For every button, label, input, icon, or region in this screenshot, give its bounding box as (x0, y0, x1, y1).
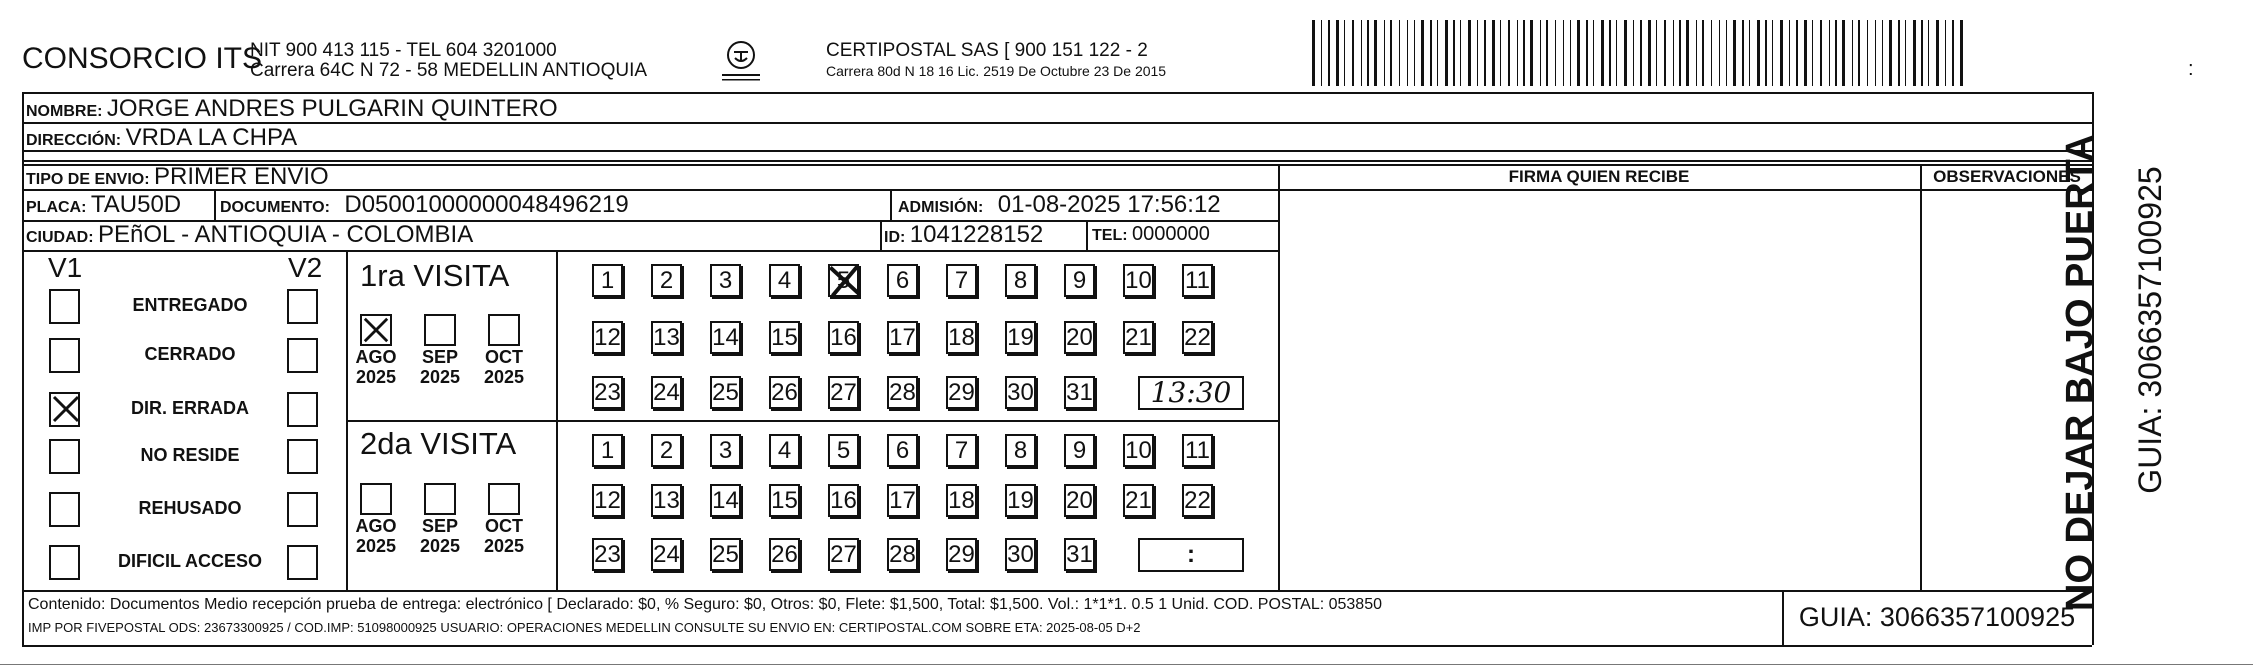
v2-label: V2 (288, 252, 323, 283)
day-box[interactable]: 20 (1064, 321, 1095, 354)
name-row (26, 95, 558, 123)
v2-checkbox[interactable] (287, 289, 318, 324)
day-box[interactable]: 25 (710, 376, 741, 409)
day-box[interactable]: 18 (946, 321, 977, 354)
barcode (1312, 20, 1968, 86)
month-label (477, 347, 531, 387)
day-box[interactable]: 11 (1182, 434, 1213, 467)
v2-checkbox[interactable] (287, 545, 318, 580)
corner-mark: : (2188, 58, 2194, 80)
day-box[interactable]: 1 (592, 264, 623, 297)
footer-content: Contenido: Documentos Medio recepción prueba de entrega: electrónico [ Declarado: $0, % Seguro: $0, Otros: $0, Flete: $1,500, Total: $1,500. Vol.: 1*1*1. 0.5 1 Unid. COD. POSTAL: 053850 (28, 596, 1382, 613)
city-value: PEñOL - ANTIOQUIA - COLOMBIA (98, 221, 474, 248)
document-row (220, 191, 629, 219)
footer-imp: IMP POR FIVEPOSTAL ODS: 23673300925 / COD.IMP: 51098000925 USUARIO: OPERACIONES MEDELLIN CONSULTE SU ENVIO EN: CERTIPOSTAL.COM SOBRE ETA: 2025-08-05 D+2 (28, 620, 1141, 635)
status-label: ENTREGADO (132, 295, 248, 315)
day-box[interactable]: 7 (946, 264, 977, 297)
day-box[interactable]: 6 (887, 434, 918, 467)
day-box[interactable]: 4 (769, 264, 800, 297)
document-value: D05001000000048496219 (344, 191, 629, 218)
status-label: DIFICIL ACCESO (117, 551, 262, 571)
day-box[interactable]: 10 (1123, 434, 1154, 467)
day-box[interactable]: 31 (1064, 376, 1095, 409)
v1-checkbox[interactable] (49, 392, 80, 427)
tel-value: 0000000 (1132, 223, 1210, 245)
day-box[interactable]: 29 (946, 376, 977, 409)
month-checkbox[interactable] (360, 314, 392, 346)
day-box[interactable]: 23 (592, 376, 623, 409)
day-box[interactable]: 10 (1123, 264, 1154, 297)
admission-label: ADMISIÓN: (898, 199, 984, 216)
city-label: CIUDAD: (26, 229, 94, 246)
day-box[interactable]: 28 (887, 538, 918, 571)
x-mark-icon (828, 264, 862, 298)
plate-row (26, 191, 181, 219)
day-box[interactable]: 19 (1005, 484, 1036, 517)
day-box[interactable]: 16 (828, 321, 859, 354)
day-box[interactable]: 26 (769, 538, 800, 571)
carrier-name: CERTIPOSTAL SAS [ 900 151 122 - 2 (826, 40, 1148, 61)
no-dejar-warning: NO DEJAR BAJO PUERTA (2059, 134, 2101, 611)
status-label: REHUSADO (138, 498, 242, 518)
document-label: DOCUMENTO: (220, 199, 330, 216)
month-checkbox[interactable] (424, 314, 456, 346)
day-box[interactable]: 3 (710, 434, 741, 467)
month-year: 2025 (483, 536, 525, 556)
x-mark-icon (51, 394, 81, 424)
month-name: OCT (485, 347, 523, 367)
day-box[interactable]: 24 (651, 538, 682, 571)
day-box[interactable]: 12 (592, 321, 623, 354)
visit2-title: 2da VISITA (360, 426, 517, 461)
day-box[interactable]: 4 (769, 434, 800, 467)
day-box[interactable]: 14 (710, 321, 741, 354)
month-checkbox[interactable] (424, 483, 456, 515)
day-box[interactable]: 1 (592, 434, 623, 467)
visit1-time: 13:30 (1150, 376, 1232, 409)
id-value: 1041228152 (909, 221, 1044, 248)
day-box[interactable]: 18 (946, 484, 977, 517)
side-guia: GUIA: 3066357100925 (2132, 166, 2168, 494)
id-label: ID: (884, 229, 906, 246)
month-name: SEP (421, 347, 459, 367)
v1-checkbox[interactable] (49, 545, 80, 580)
day-box[interactable]: 5 (828, 264, 859, 297)
v2-checkbox[interactable] (287, 392, 318, 427)
company-name: CONSORCIO ITS (22, 42, 263, 75)
day-box[interactable]: 19 (1005, 321, 1036, 354)
day-box[interactable]: 17 (887, 321, 918, 354)
v1-label: V1 (48, 252, 83, 283)
day-box[interactable]: 2 (651, 434, 682, 467)
day-box[interactable]: 15 (769, 484, 800, 517)
visit2-time-box (1138, 538, 1244, 572)
carrier-address: Carrera 80d N 18 16 Lic. 2519 De Octubre 23 De 2015 (826, 63, 1167, 79)
day-box[interactable]: 2 (651, 264, 682, 297)
month-name: AGO (355, 516, 397, 536)
day-box[interactable]: 30 (1005, 376, 1036, 409)
tel-row (1092, 223, 1210, 246)
day-box[interactable]: 27 (828, 538, 859, 571)
address-label: DIRECCIÓN: (26, 132, 122, 149)
day-box[interactable]: 23 (592, 538, 623, 571)
footer-guia: GUIA: 3066357100925 (1798, 602, 2076, 632)
status-label: DIR. ERRADA (130, 398, 249, 418)
day-box[interactable]: 21 (1123, 321, 1154, 354)
tel-label: TEL: (1092, 227, 1128, 244)
day-box[interactable]: 29 (946, 538, 977, 571)
day-box[interactable]: 27 (828, 376, 859, 409)
month-label (413, 516, 467, 556)
day-box[interactable]: 31 (1064, 538, 1095, 571)
id-row (884, 221, 1043, 249)
day-box[interactable]: 15 (769, 321, 800, 354)
month-checkbox[interactable] (488, 483, 520, 515)
v1-checkbox[interactable] (49, 289, 80, 324)
day-box[interactable]: 20 (1064, 484, 1095, 517)
visit1-title: 1ra VISITA (360, 258, 510, 293)
month-year: 2025 (419, 536, 461, 556)
v1-checkbox[interactable] (49, 338, 80, 373)
type-row (26, 163, 329, 191)
month-name: AGO (355, 347, 397, 367)
month-year: 2025 (355, 367, 397, 387)
certipostal-logo (716, 38, 766, 86)
day-box[interactable]: 8 (1005, 434, 1036, 467)
shipment-type: PRIMER ENVIO (154, 163, 329, 190)
day-box[interactable]: 24 (651, 376, 682, 409)
month-year: 2025 (419, 367, 461, 387)
day-box[interactable]: 26 (769, 376, 800, 409)
day-box[interactable]: 3 (710, 264, 741, 297)
visit2-time: : (1187, 541, 1195, 568)
v2-checkbox[interactable] (287, 439, 318, 474)
day-box[interactable]: 9 (1064, 434, 1095, 467)
day-box[interactable]: 12 (592, 484, 623, 517)
visit1-time-box (1138, 376, 1244, 410)
observations-label: OBSERVACIONES (1933, 167, 2081, 186)
v2-checkbox[interactable] (287, 338, 318, 373)
day-box[interactable]: 11 (1182, 264, 1213, 297)
day-box[interactable]: 30 (1005, 538, 1036, 571)
status-label: NO RESIDE (140, 445, 240, 465)
plate-value: TAU50D (90, 191, 182, 218)
v1-checkbox[interactable] (49, 439, 80, 474)
day-box[interactable]: 6 (887, 264, 918, 297)
month-year: 2025 (483, 367, 525, 387)
day-box[interactable]: 5 (828, 434, 859, 467)
day-box[interactable]: 7 (946, 434, 977, 467)
company-nit: NIT 900 413 115 - TEL 604 3201000 (250, 40, 557, 61)
day-box[interactable]: 14 (710, 484, 741, 517)
day-box[interactable]: 25 (710, 538, 741, 571)
day-box[interactable]: 9 (1064, 264, 1095, 297)
recipient-address: VRDA LA CHPA (125, 124, 298, 151)
month-label (349, 516, 403, 556)
day-box[interactable]: 22 (1182, 321, 1213, 354)
month-label (413, 347, 467, 387)
company-address: Carrera 64C N 72 - 58 MEDELLIN ANTIOQUIA (250, 60, 648, 81)
day-box[interactable]: 13 (651, 321, 682, 354)
plate-label: PLACA: (26, 199, 87, 216)
day-box[interactable]: 16 (828, 484, 859, 517)
type-label: TIPO DE ENVIO: (26, 171, 150, 188)
month-name: SEP (421, 516, 459, 536)
signature-label: FIRMA QUIEN RECIBE (1508, 167, 1690, 186)
admission-value: 01-08-2025 17:56:12 (997, 191, 1221, 218)
month-name: OCT (485, 516, 523, 536)
v2-checkbox[interactable] (287, 492, 318, 527)
v1-checkbox[interactable] (49, 492, 80, 527)
name-label: NOMBRE: (26, 103, 103, 120)
day-box[interactable]: 13 (651, 484, 682, 517)
day-box[interactable]: 22 (1182, 484, 1213, 517)
address-row (26, 124, 297, 152)
day-box[interactable]: 28 (887, 376, 918, 409)
month-label (477, 516, 531, 556)
day-box[interactable]: 8 (1005, 264, 1036, 297)
month-checkbox[interactable] (488, 314, 520, 346)
admission-row (898, 191, 1221, 219)
month-year: 2025 (355, 536, 397, 556)
status-label: CERRADO (144, 344, 236, 364)
month-checkbox[interactable] (360, 483, 392, 515)
day-box[interactable]: 17 (887, 484, 918, 517)
day-box[interactable]: 21 (1123, 484, 1154, 517)
month-label (349, 347, 403, 387)
x-mark-icon (362, 316, 390, 344)
city-row (26, 221, 473, 249)
recipient-name: JORGE ANDRES PULGARIN QUINTERO (106, 95, 558, 122)
